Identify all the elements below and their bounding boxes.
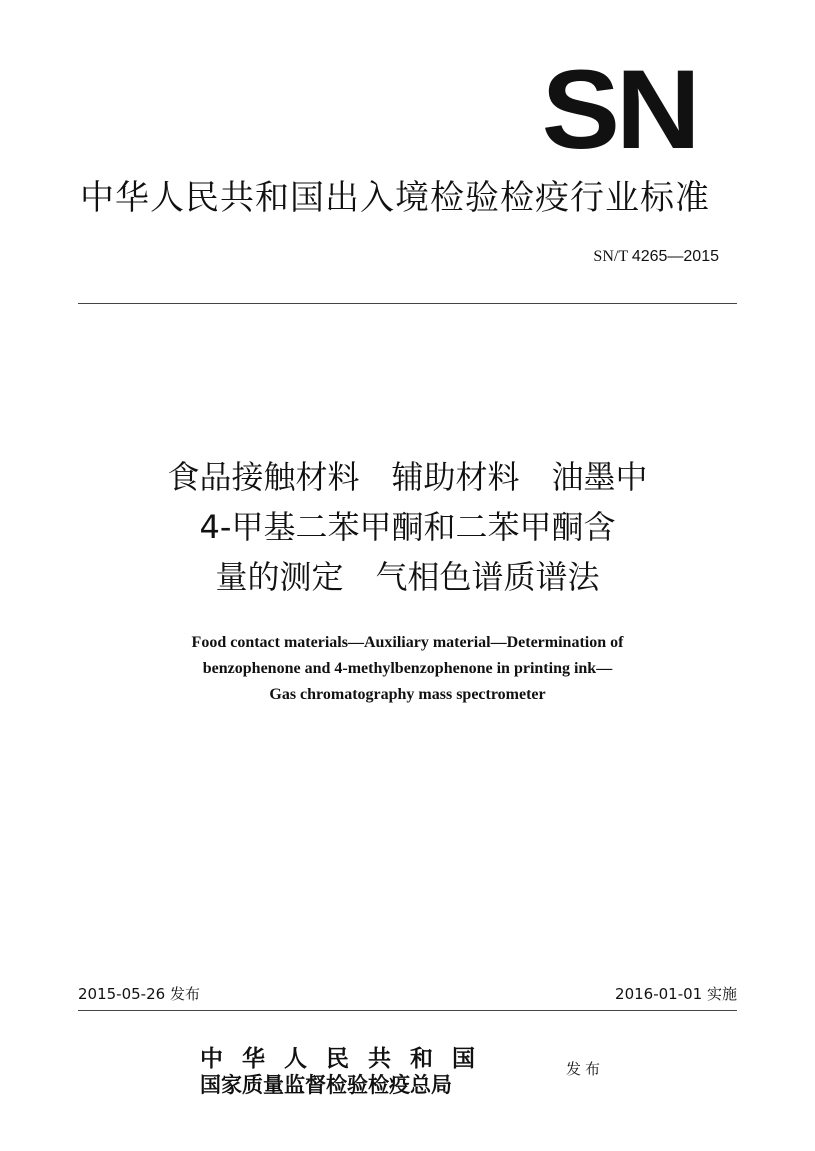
english-title-line-2: benzophenone and 4-methylbenzophenone in printing ink— [202, 660, 613, 677]
english-title-line-3: Gas chromatography mass spectrometer [269, 686, 546, 703]
english-title [0, 630, 815, 708]
issuer-line-2: 国家质量监督检验检疫总局 [200, 1072, 452, 1097]
standard-number-code: 4265—2015 [631, 248, 719, 265]
top-divider [78, 303, 737, 304]
publish-label: 发布 [566, 1060, 605, 1078]
chinese-title [0, 452, 815, 602]
standard-number-prefix: SN/T [593, 248, 628, 265]
english-title-line-1: Food contact materials—Auxiliary material—Determination of [191, 634, 624, 651]
issuing-authority [200, 1046, 494, 1098]
issue-date: 2015-05-26 发布 [78, 985, 200, 1003]
issuer-line-1: 中华人民共和国 [200, 1045, 494, 1072]
chinese-title-line-2: 4-甲基二苯甲酮和二苯甲酮含 [199, 508, 616, 546]
sn-logo: SN [542, 47, 697, 172]
standard-category-title: 中华人民共和国出入境检验检疫行业标准 [80, 178, 710, 218]
implementation-date: 2016-01-01 实施 [615, 985, 737, 1003]
bottom-divider [78, 1010, 737, 1011]
chinese-title-line-3: 量的测定 气相色谱质谱法 [215, 558, 600, 596]
standard-number [593, 248, 719, 266]
chinese-title-line-1: 食品接触材料 辅助材料 油墨中 [167, 458, 648, 496]
